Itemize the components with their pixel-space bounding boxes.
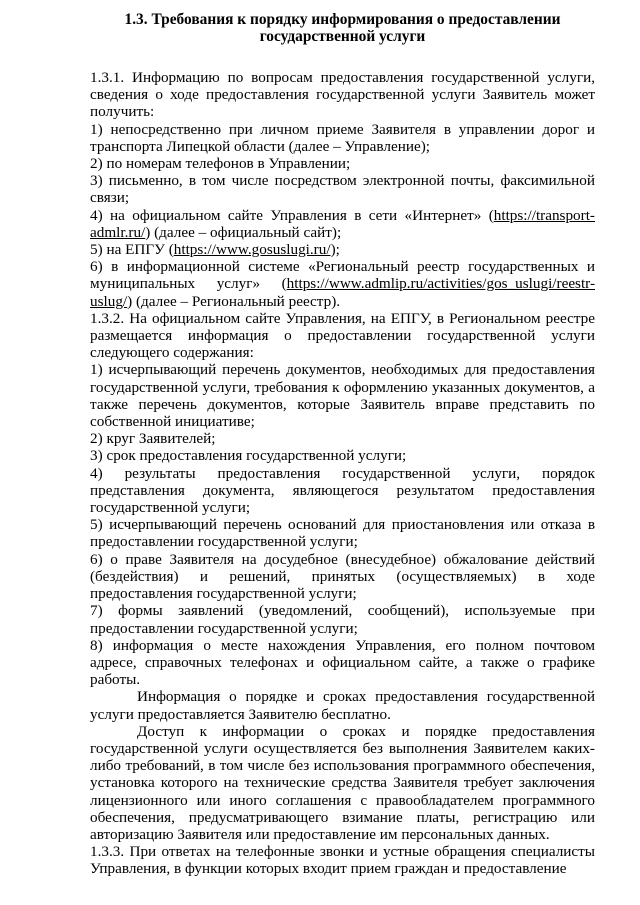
gosuslugi-link[interactable]: https://www.gosuslugi.ru/ bbox=[173, 241, 331, 259]
transport-site-link[interactable]: https://transport-admlr.ru/ bbox=[90, 206, 595, 241]
paragraph-1-3-3: 1.3.3. При ответах на телефонные звонки и устные обращения специалисты Управления, в функции которых входит прием граждан и предоставление bbox=[90, 843, 595, 878]
list-item-5 bbox=[90, 241, 595, 258]
list-item-6 bbox=[90, 258, 595, 310]
list-item-5-text: 5) на ЕПГУ ( bbox=[90, 241, 174, 259]
paragraph-free-info: Информация о порядке и сроках предоставления государственной услуги предоставляется Заявителю бесплатно. bbox=[90, 688, 595, 723]
content-item-4: 4) результаты предоставления государственной услуги, порядок представления документа, являющегося результатом предоставления государственной услуги; bbox=[90, 464, 595, 517]
list-item-3: 3) письменно, в том числе посредством электронной почты, факсимильной связи; bbox=[90, 172, 595, 207]
content-item-7: 7) формы заявлений (уведомлений, сообщений), используемые при предоставлении государственной услуги; bbox=[90, 602, 595, 637]
content-item-1: 1) исчерпывающий перечень документов, необходимых для предоставления государственной услуги, требования к оформлению указанных документов, а также перечень документов, которые Заявитель вправе представить по собственной инициативе; bbox=[90, 361, 595, 431]
document-page bbox=[90, 11, 595, 878]
list-item-2: 2) по номерам телефонов в Управлении; bbox=[90, 155, 351, 173]
list-item-6-tail: ) (далее – Региональный реестр). bbox=[127, 292, 341, 310]
list-item-4-text: 4) на официальном сайте Управления в сети «Интернет» ( bbox=[90, 206, 494, 224]
content-item-8: 8) информация о месте нахождения Управления, его полном почтовом адресе, справочных телефонах и официальном сайте, а также о графике работы. bbox=[90, 636, 595, 689]
regional-registry-link[interactable]: https://www.admlip.ru/activities/gos_uslugi/reestr-uslug/ bbox=[90, 275, 595, 310]
list-item-5-tail: ); bbox=[330, 241, 340, 259]
content-item-2: 2) круг Заявителей; bbox=[90, 430, 216, 448]
section-title: 1.3. Требования к порядку информирования о предоставлении государственной услуги bbox=[124, 11, 561, 45]
content-item-6: 6) о праве Заявителя на досудебное (внесудебное) обжалование действий (бездействия) и решений, принятых (осуществляемых) в ходе предоставления государственной услуги; bbox=[90, 550, 595, 603]
content-item-3: 3) срок предоставления государственной услуги; bbox=[90, 447, 407, 465]
list-item-1: 1) непосредственно при личном приеме Заявителя в управлении дорог и транспорта Липецкой области (далее – Управление); bbox=[90, 120, 595, 155]
paragraph-access: Доступ к информации о сроках и порядке предоставления государственной услуги осуществляется без выполнения Заявителем каких-либо требований, в том числе без использования программного обеспечения, установка которого на технические средства Заявителя требует заключения лицензионного или иного соглашения с правообладателем программного обеспечения, предусматривающего взимание платы, регистрацию или авторизацию Заявителя или предоставление им персональных данных. bbox=[90, 722, 595, 843]
list-item-4-tail: ) (далее – официальный сайт); bbox=[145, 223, 342, 241]
list-item-6-text: 6) в информационной системе «Региональный реестр государственных и муниципальных услуг» ( bbox=[90, 258, 595, 293]
paragraph-1-3-2: 1.3.2. На официальном сайте Управления, на ЕПГУ, в Региональном реестре размещается информация о предоставлении государственной услуги следующего содержания: bbox=[90, 309, 595, 362]
list-item-4 bbox=[90, 207, 595, 241]
paragraph-1-3-1: 1.3.1. Информацию по вопросам предоставления государственной услуги, сведения о ходе предоставления государственной услуги Заявитель может получить: bbox=[90, 69, 595, 121]
content-item-5: 5) исчерпывающий перечень оснований для приостановления или отказа в предоставлении государственной услуги; bbox=[90, 516, 595, 551]
